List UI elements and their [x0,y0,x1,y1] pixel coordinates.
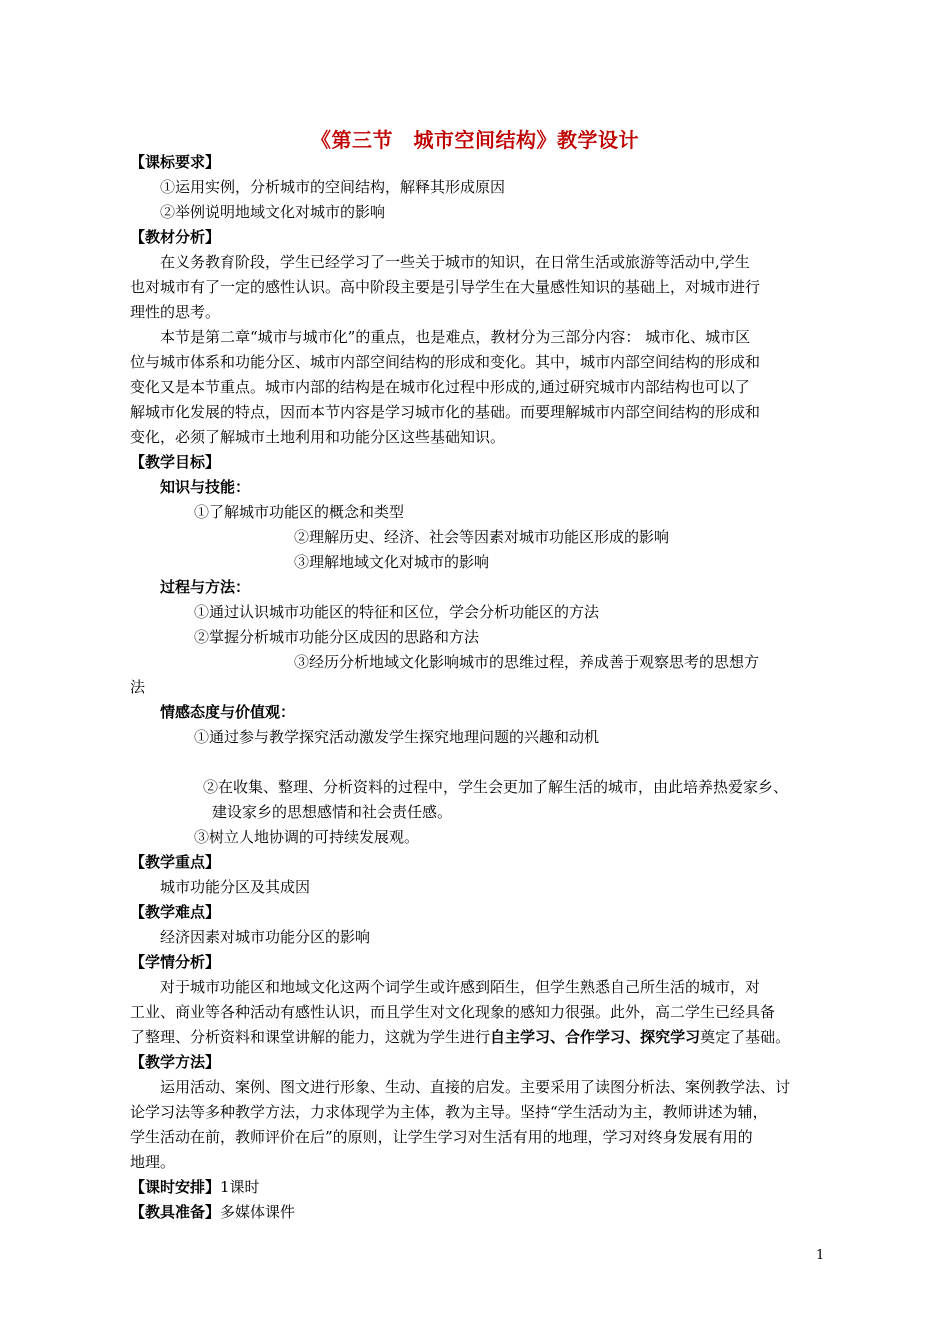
bold-term: 合作学习 [565,1028,626,1046]
keshi-line [130,1177,260,1197]
section-heading-jiaoju: 【教具准备】 [130,1203,221,1221]
fangfa-line: 运用活动、案例、图文进行形象、生动、直接的启发。主要采用了读图分析法、案例教学法、讨 [160,1078,791,1096]
section-heading-fangfa: 【教学方法】 [130,1053,221,1071]
kebiao-item-2: ②举例说明地域文化对城市的影响 [160,203,386,221]
xueqing-line [130,1027,790,1047]
zhishi-item-1: ①了解城市功能区的概念和类型 [194,503,405,521]
qinggan-item-2-cont: 建设家乡的思想感情和社会责任感。 [212,803,453,821]
guocheng-item-1: ①通过认识城市功能区的特征和区位，学会分析功能区的方法 [194,603,600,621]
jiaocai-p2-line: 变化，必须了解城市土地利用和功能分区这些基础知识。 [130,428,506,446]
section-heading-mubiao: 【教学目标】 [130,453,221,471]
jiaocai-p1-line: 在义务教育阶段，学生已经学习了一些关于城市的知识，在日常生活或旅游等活动中,学生 [160,253,750,271]
jiaocai-p1-line: 理性的思考。 [130,303,221,321]
subheading-qinggan: 情感态度与价值观： [160,703,296,721]
separator: 、 [625,1028,641,1046]
qinggan-item-1: ①通过参与教学探究活动激发学生探究地理问题的兴趣和动机 [194,728,600,746]
bold-term: 自主学习 [490,1028,551,1046]
keshi-text: 1课时 [220,1178,260,1196]
xueqing-line: 工业、商业等各种活动有感性认识，而且学生对文化现象的感知力很强。此外，高二学生已经具备 [130,1003,776,1021]
section-heading-kebiao: 【课标要求】 [130,153,221,171]
qinggan-item-3: ③树立人地协调的可持续发展观。 [194,828,420,846]
xueqing-text: 了整理、分析资料和课堂讲解的能力，这就为学生进行 [130,1028,491,1046]
subheading-zhishi: 知识与技能： [160,478,251,496]
jiaocai-p1-line: 也对城市有了一定的感性认识。高中阶段主要是引导学生在大量感性知识的基础上，对城市进行 [130,278,761,296]
jiaocai-p2-line: 变化又是本节重点。城市内部的结构是在城市化过程中形成的,通过研究城市内部结构也可以了 [130,378,750,396]
subheading-guocheng: 过程与方法： [160,578,251,596]
section-heading-nandian: 【教学难点】 [130,903,221,921]
fangfa-line: 地理。 [130,1153,176,1171]
page-number: 1 [816,1248,825,1263]
document-title: 《第三节 城市空间结构》教学设计 [311,128,639,152]
section-heading-keshi: 【课时安排】 [130,1178,221,1196]
jiaoju-line [130,1202,295,1222]
zhongdian-text: 城市功能分区及其成因 [160,878,311,896]
qinggan-item-2: ②在收集、整理、分析资料的过程中，学生会更加了解生活的城市，由此培养热爱家乡、 [203,778,789,796]
section-heading-zhongdian: 【教学重点】 [130,853,221,871]
kebiao-item-1: ①运用实例，分析城市的空间结构，解释其形成原因 [160,178,506,196]
bold-term: 探究学习 [640,1028,701,1046]
separator: 、 [550,1028,566,1046]
jiaocai-p2-line: 位与城市体系和功能分区、城市内部空间结构的形成和变化。其中，城市内部空间结构的形成和 [130,353,761,371]
fangfa-line: 学生活动在前，教师评价在后”的原则，让学生学习对生活有用的地理，学习对终身发展有用的 [130,1128,753,1146]
zhishi-item-3: ③理解地域文化对城市的影响 [294,553,490,571]
zhishi-item-2: ②理解历史、经济、社会等因素对城市功能区形成的影响 [294,528,670,546]
xueqing-line: 对于城市功能区和地域文化这两个词学生或许感到陌生，但学生熟悉自己所生活的城市，对 [160,978,761,996]
guocheng-item-3: ③经历分析地域文化影响城市的思维过程，养成善于观察思考的思想方 [294,653,760,671]
section-heading-jiaocai: 【教材分析】 [130,228,221,246]
xueqing-text: 奠定了基础。 [700,1028,791,1046]
section-heading-xueqing: 【学情分析】 [130,953,221,971]
fangfa-line: 论学习法等多种教学方法，力求体现学为主体，教为主导。坚持“学生活动为主，教师讲述为辅， [130,1103,768,1121]
guocheng-item-2: ②掌握分析城市功能分区成因的思路和方法 [194,628,480,646]
jiaoju-text: 多媒体课件 [220,1203,296,1221]
jiaocai-p2-line: 本节是第二章“城市与城市化”的重点，也是难点，教材分为三部分内容： 城市化、城市区 [160,328,751,346]
jiaocai-p2-line: 解城市化发展的特点，因而本节内容是学习城市化的基础。而要理解城市内部空间结构的形成和 [130,403,761,421]
nandian-text: 经济因素对城市功能分区的影响 [160,928,371,946]
guocheng-item-3-cont: 法 [130,678,146,696]
